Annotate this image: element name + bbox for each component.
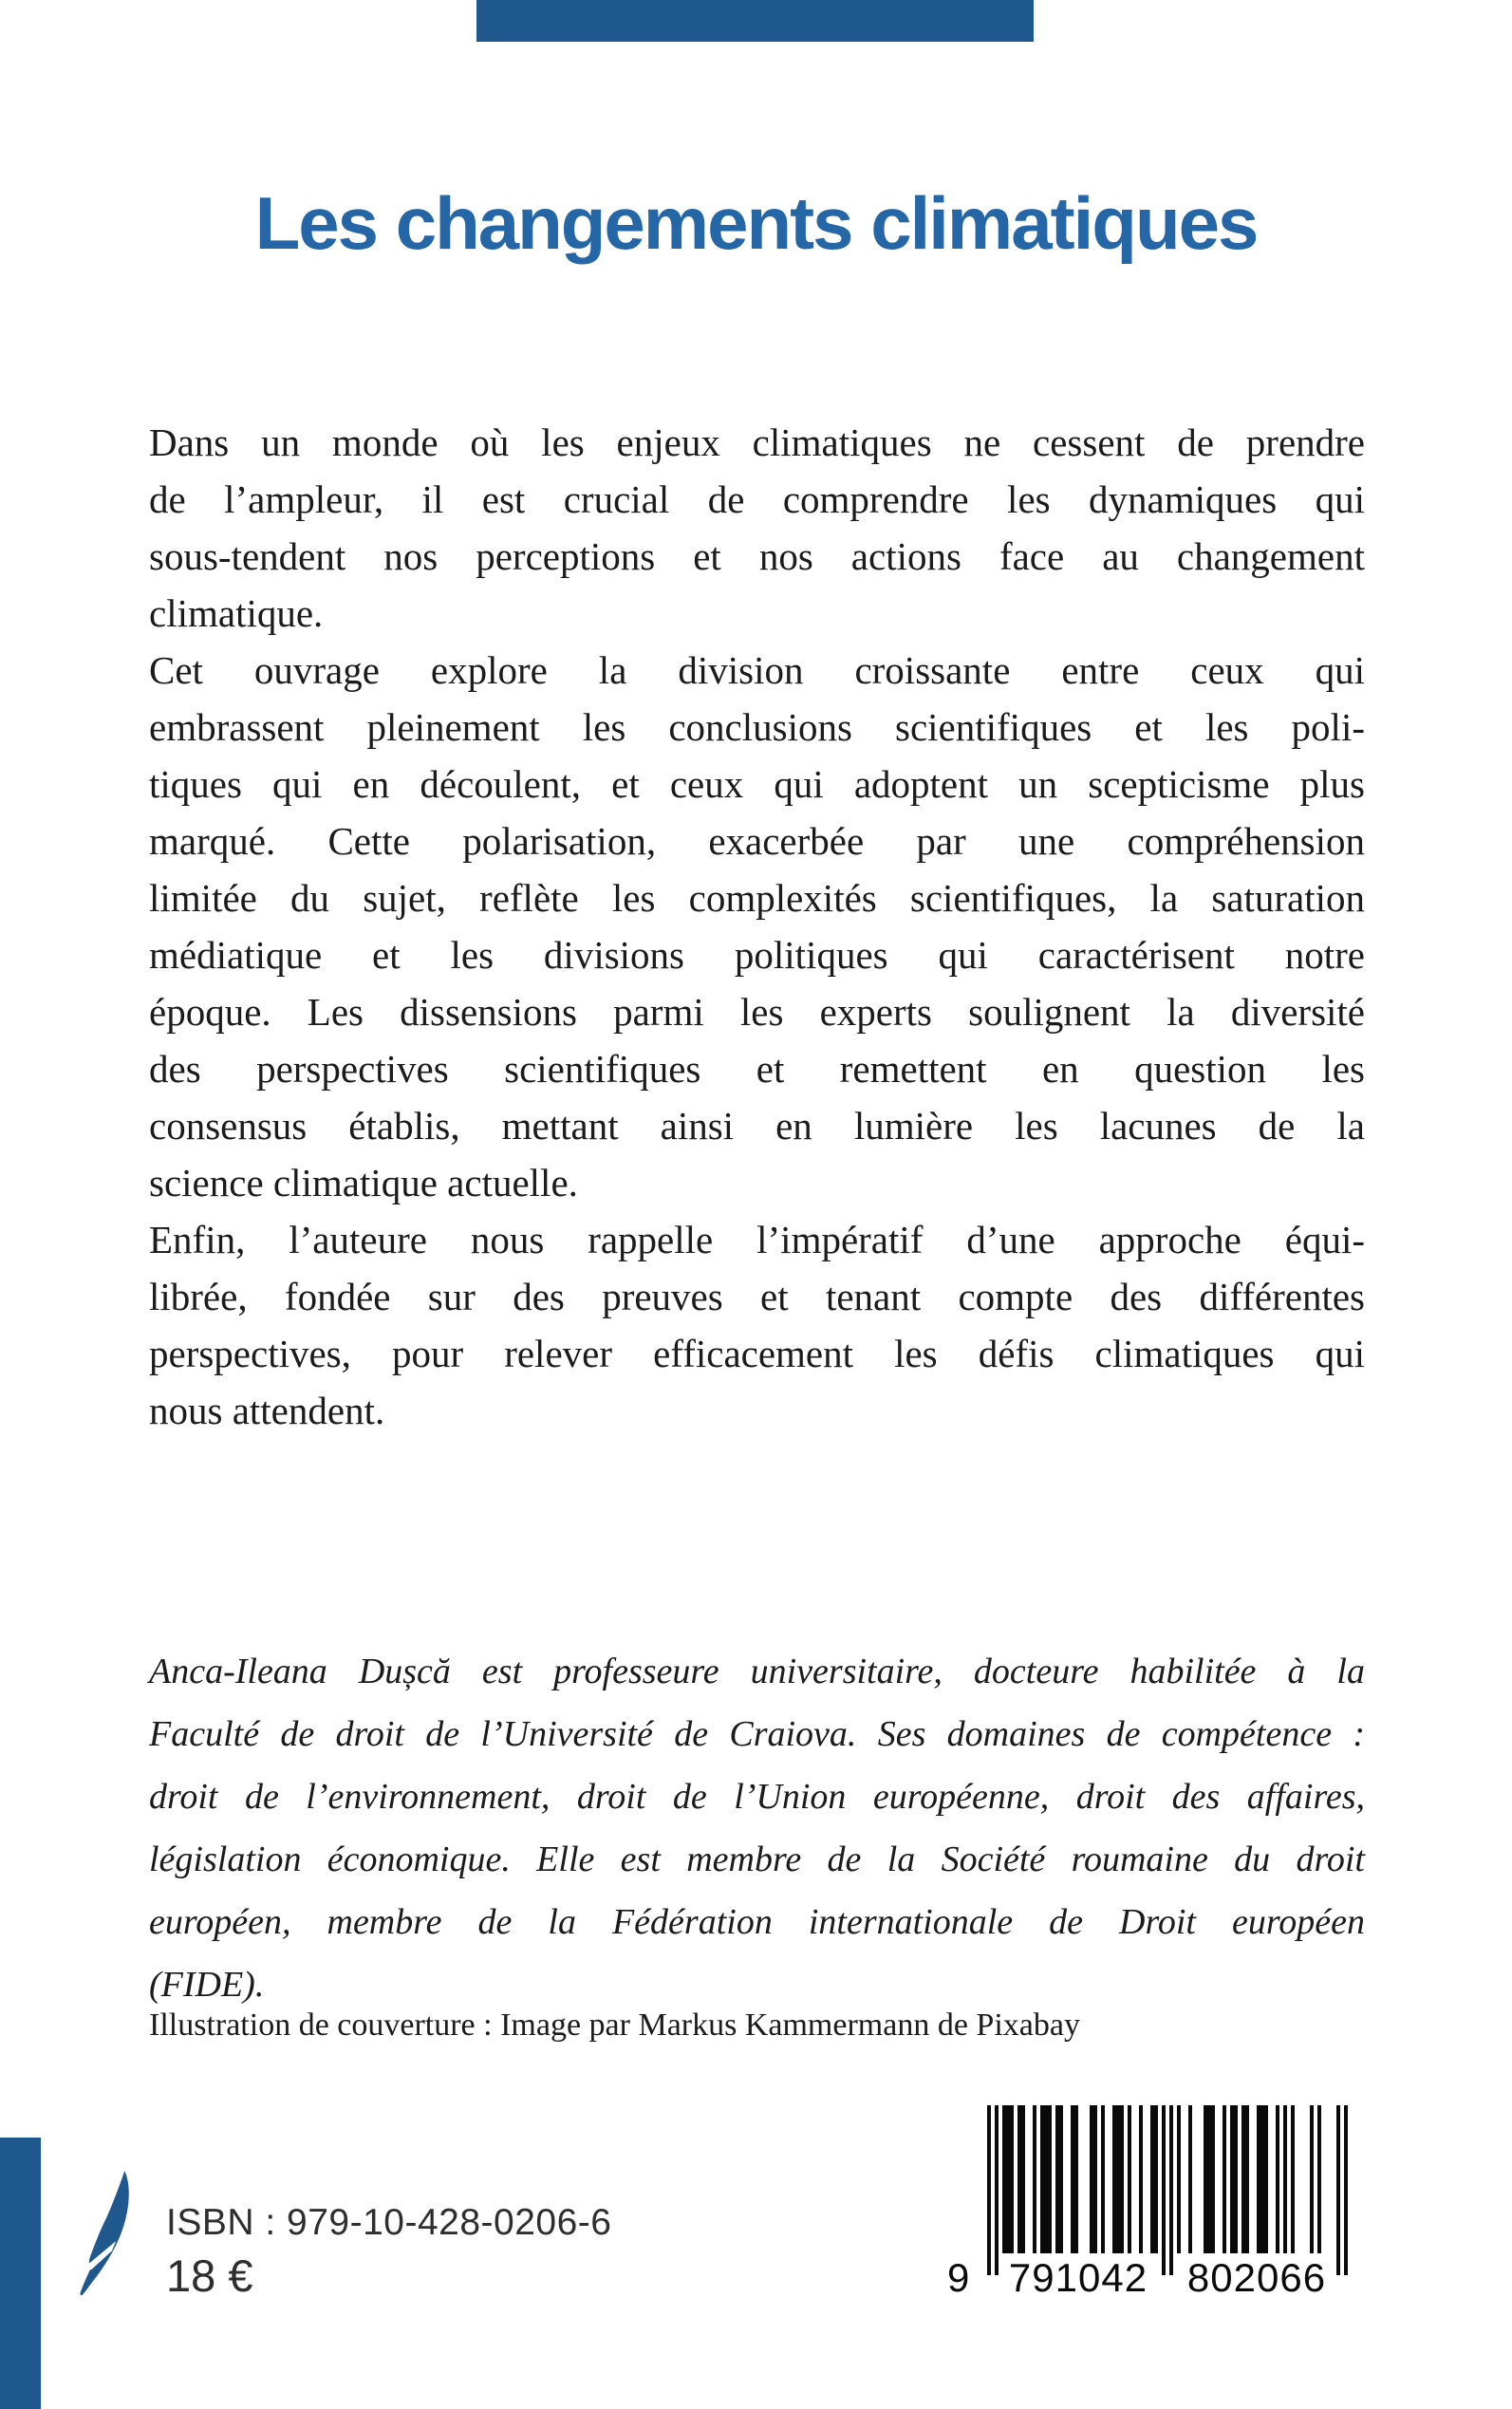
synopsis-line: nous attendent. [149, 1389, 385, 1432]
synopsis-line: tiques qui en découlent, et ceux qui adoptent un scepticisme plus [149, 762, 1365, 806]
bio-line: législation économique. Elle est membre de la Société roumaine du droit [149, 1839, 1365, 1879]
barcode-digits-right: 802066 [1186, 2255, 1327, 2300]
synopsis-line: Enfin, l’auteure nous rappelle l’impératif d’une approche équi- [149, 1218, 1365, 1261]
synopsis-line: embrassent pleinement les conclusions scientifiques et les poli- [149, 705, 1365, 749]
bio-line: européen, membre de la Fédération internationale de Droit européen [149, 1902, 1365, 1942]
book-title: Les changements climatiques [254, 181, 1258, 265]
bio-line: Faculté de droit de l’Université de Craiova. Ses domaines de compétence : [149, 1714, 1365, 1754]
synopsis-line: des perspectives scientifiques et remettent en question les [149, 1047, 1365, 1091]
synopsis-line: sous-tendent nos perceptions et nos actions face au changement [149, 534, 1365, 578]
author-bio [149, 1640, 1365, 2016]
synopsis-line: marqué. Cette polarisation, exacerbée par une compréhension [149, 819, 1365, 863]
synopsis-line: de l’ampleur, il est crucial de comprendre les dynamiques qui [149, 477, 1365, 521]
isbn-text: ISBN : 979-10-428-0206-6 [166, 2202, 612, 2243]
bio-line: Anca-Ileana Dușcă est professeure universitaire, docteure habilitée à la [149, 1652, 1365, 1691]
synopsis-line: Dans un monde où les enjeux climatiques ne cessent de prendre [149, 420, 1365, 464]
synopsis-line: limitée du sujet, reflète les complexités scientifiques, la saturation [149, 876, 1365, 920]
synopsis-line: librée, fondée sur des preuves et tenant compte des différentes [149, 1275, 1365, 1318]
synopsis-line: science climatique actuelle. [149, 1161, 578, 1204]
barcode-bars [987, 2105, 1348, 2275]
bio-line: (FIDE). [149, 1965, 265, 2005]
synopsis-line: consensus établis, mettant ainsi en lumière les lacunes de la [149, 1104, 1365, 1148]
top-decorative-bar [476, 0, 1034, 42]
spine-edge-stripe [0, 2138, 41, 2409]
barcode-digit-prefix: 9 [947, 2255, 970, 2300]
cover-credit: Illustration de couverture : Image par Markus Kammermann de Pixabay [149, 2008, 1080, 2043]
synopsis-line: médiatique et les divisions politiques qui caractérisent notre [149, 933, 1365, 977]
barcode-digits-left: 791042 [1008, 2255, 1148, 2300]
synopsis-line: perspectives, pour relever efficacement les défis climatiques qui [149, 1332, 1365, 1375]
synopsis-line: époque. Les dissensions parmi les experts soulignent la diversité [149, 990, 1365, 1034]
synopsis [149, 414, 1365, 1439]
publisher-quill-feather-icon [78, 2170, 139, 2297]
synopsis-line: climatique. [149, 591, 324, 635]
price-text: 18 € [166, 2250, 253, 2301]
synopsis-line: Cet ouvrage explore la division croissante entre ceux qui [149, 648, 1365, 692]
bio-line: droit de l’environnement, droit de l’Union européenne, droit des affaires, [149, 1777, 1365, 1817]
